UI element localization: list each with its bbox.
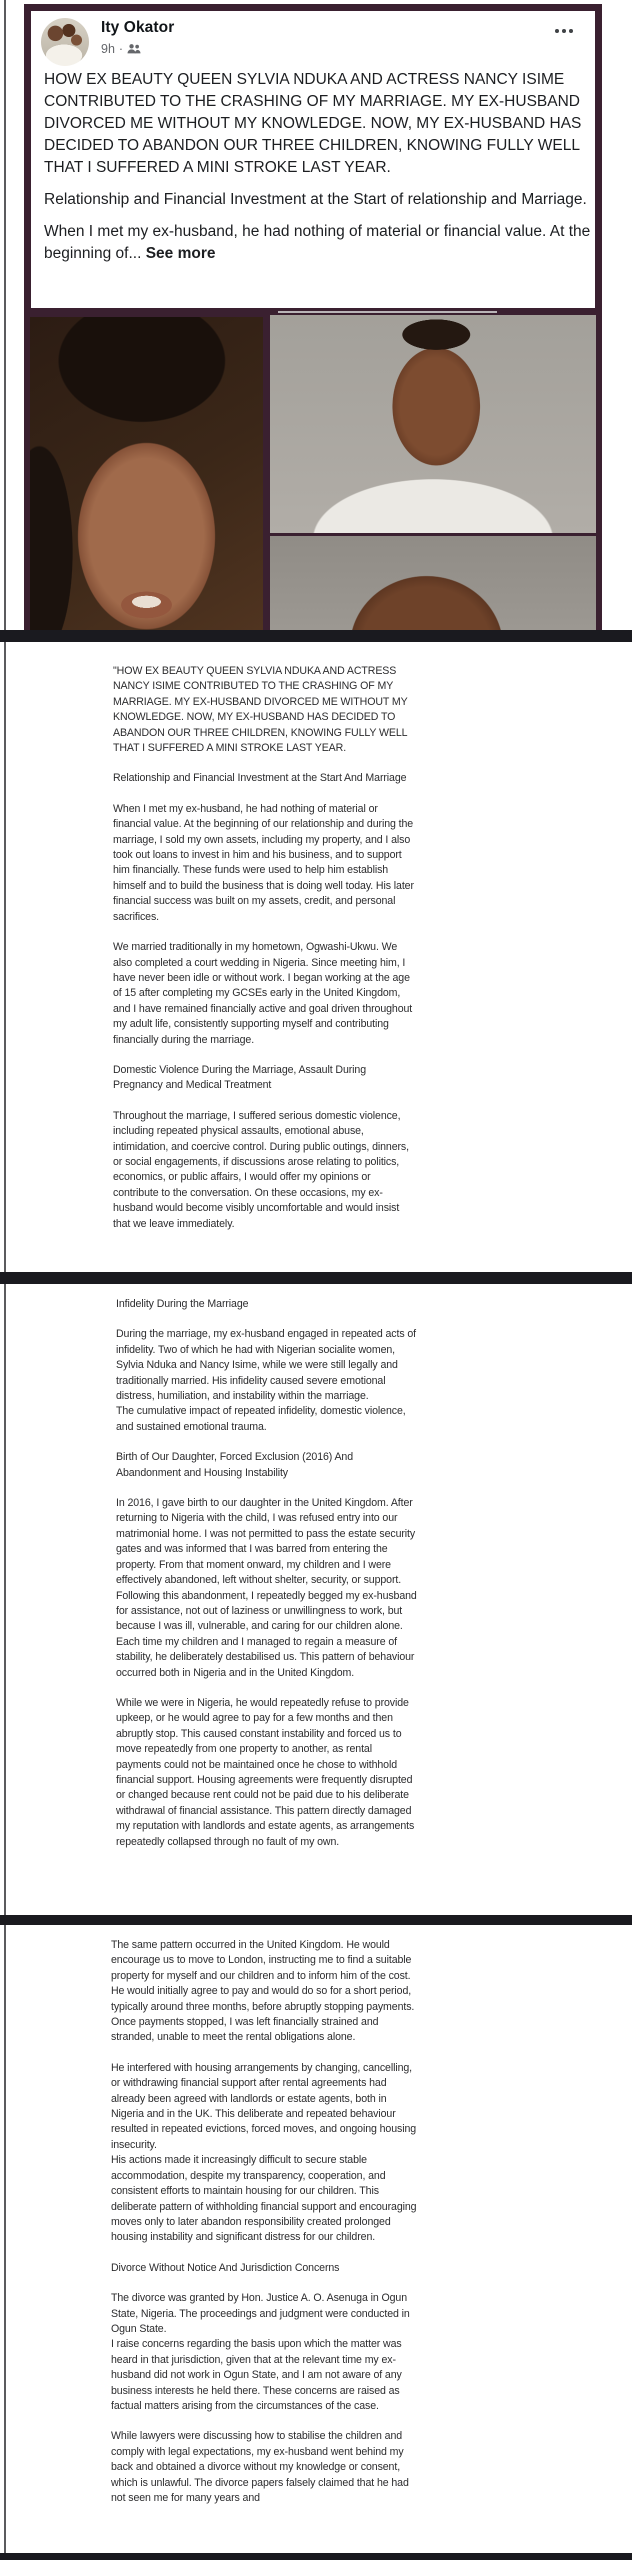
facebook-post-card — [24, 4, 602, 630]
doc-paragraph: During the marriage, my ex-husband engaged in repeated acts of infidelity. Two of which he had with Nigerian socialite women, Sylvia Nduka and Nancy Isime, while we were still legally and traditionally married. His infidelity caused severe emotional distress, humiliation, and instability within the marriage. — [116, 1328, 417, 1403]
post-text — [44, 69, 596, 265]
divider-band — [0, 1272, 632, 1284]
doc-paragraph: Throughout the marriage, I suffered serious domestic violence, including repeated physical assaults, emotional abuse, intimidation, and coercive control. During public outings, dinners, or social engagements, if discussions arose relating to politics, economics, or public affairs, I would offer my opinions or contribute to the conversation. On these occasions, my ex-husband would become visibly uncomfortable and would insist that we leave immediately. — [113, 1109, 409, 1230]
post-meta — [101, 41, 141, 57]
post-header — [41, 16, 587, 68]
doc-heading: Birth of Our Daughter, Forced Exclusion (2016) And Abandonment and Housing Instability — [116, 1451, 354, 1479]
post-photo-collage — [24, 308, 602, 630]
doc-paragraph: While we were in Nigeria, he would repeatedly refuse to provide upkeep, or he would agree to pay for a few months and then abruptly stop. This caused constant instability and forced us to move repeatedly from one property to another, as rental payments could not be maintained once he chose to withhold financial support. Housing agreements were frequently disrupted or changed because rent could not be paid due to his deliberate withdrawal of financial assistance. This pattern directly damaged my reputation with landlords and estate agents, as arrangements repeatedly collapsed through no fault of my own. — [116, 1696, 415, 1848]
doc-paragraph: The same pattern occurred in the United Kingdom. He would encourage us to move to London, instructing me to find a suitable property for myself and our children and to inform him of the cost. He would initially agree to pay and would do so for a short period, typically around three months, before abruptly stopping payments. Once payments stopped, I was left financially strained and stranded, unable to meet the rental obligations alone. — [111, 1939, 415, 2044]
collage-photo-man-top[interactable] — [270, 315, 596, 533]
meta-separator: · — [118, 42, 124, 56]
document-section-3 — [111, 1938, 418, 2550]
author-name[interactable]: Ity Okator — [101, 19, 175, 36]
doc-paragraph: While lawyers were discussing how to stabilise the children and comply with legal expectations, my ex-husband went behind my back and obtained a divorce without my knowledge or consent, which is unlawful. The divorce papers falsely claimed that he had not seen me for many years and — [111, 2430, 409, 2504]
doc-paragraph: "HOW EX BEAUTY QUEEN SYLVIA NDUKA AND ACTRESS NANCY ISIME CONTRIBUTED TO THE CRASHING OF MY MARRIAGE. MY EX-HUSBAND DIVORCED ME WITHOUT MY KNOWLEDGE. NOW, MY EX-HUSBAND HAS DECIDED TO ABANDON OUR THREE CHILDREN, KNOWING FULLY WELL THAT I SUFFERED A MINI STROKE LAST YEAR. — [113, 665, 408, 755]
doc-paragraph: The divorce was granted by Hon. Justice A. O. Asenuga in Ogun State, Nigeria. The proceedings and judgment were conducted in Ogun State. — [111, 2292, 410, 2335]
see-more-link[interactable]: See more — [145, 245, 216, 262]
timestamp[interactable]: 9h — [101, 42, 115, 56]
collage-photo-man-bottom[interactable] — [270, 536, 596, 630]
post-paragraph-heading: Relationship and Financial Investment at the Start of relationship and Marriage. — [44, 191, 587, 208]
document-section-2 — [116, 1297, 418, 1911]
doc-heading: Divorce Without Notice And Jurisdiction Concerns — [111, 2261, 340, 2274]
collage-stitch-line — [278, 311, 497, 313]
doc-heading: Relationship and Financial Investment at the Start And Marriage — [113, 772, 407, 785]
divider-band — [0, 1915, 632, 1925]
doc-heading: Domestic Violence During the Marriage, Assault During Pregnancy and Medical Treatment — [113, 1063, 366, 1092]
doc-paragraph: He interfered with housing arrangements by changing, cancelling, or withdrawing financial support after rental agreements had already been agreed with landlords or estate agents, both in Nigeria and in the UK. This deliberate and repeated behaviour resulted in repeated evictions, forced moves, and ongoing housing insecurity. — [111, 2061, 417, 2151]
doc-heading: Infidelity During the Marriage — [116, 1298, 249, 1310]
doc-paragraph: We married traditionally in my hometown, Ogwashi-Ukwu. We also completed a court wedding in Nigeria. Since meeting him, I have never been idle or without work. I began working at the age of 15 after completing my GCSEs early in the United Kingdom, and I have remained financially active and goal driven throughout my adult life, consistently supporting myself and contributing financially during the marriage. — [113, 941, 413, 1046]
avatar[interactable] — [41, 18, 89, 66]
doc-paragraph: Following this abandonment, I repeatedly begged my ex-husband for assistance, not out of laziness or unwillingness to work, but because I was ill, vulnerable, and caring for our children alone. Each time my children and I managed to regain a measure of stability, he deliberately destabilised us. This pattern of behaviour occurred both in Nigeria and in the United Kingdom. — [116, 1589, 417, 1679]
friends-audience-icon — [127, 43, 141, 55]
post-paragraph-caps: HOW EX BEAUTY QUEEN SYLVIA NDUKA AND ACTRESS NANCY ISIME CONTRIBUTED TO THE CRASHING OF MY MARRIAGE. MY EX-HUSBAND DIVORCED ME WITHOUT MY KNOWLEDGE. NOW, MY EX-HUSBAND HAS DECIDED TO ABANDON OUR THREE CHILDREN, KNOWING FULLY WELL THAT I SUFFERED A MINI STROKE LAST YEAR. — [44, 71, 582, 176]
collage-photo-woman[interactable] — [30, 317, 263, 630]
doc-paragraph: The cumulative impact of repeated infidelity, domestic violence, and sustained emotional trauma. — [116, 1405, 406, 1433]
document-section-1 — [113, 664, 415, 1268]
post-options-menu-icon[interactable] — [555, 26, 581, 36]
divider-band — [0, 2553, 632, 2560]
divider-band — [0, 630, 632, 642]
doc-paragraph: In 2016, I gave birth to our daughter in the United Kingdom. After returning to Nigeria with the child, I was refused entry into our matrimonial home. I was not permitted to pass the estate security gates and was informed that I was barred from entering the property. From that moment onward, my children and I were effectively abandoned, left without shelter, security, or support. — [116, 1497, 416, 1587]
post-paragraph-preview: When I met my ex-husband, he had nothing of material or financial value. At the beginning of... See more — [44, 223, 591, 262]
doc-paragraph: I raise concerns regarding the basis upon which the matter was heard in that jurisdiction, given that at the relevant time my ex-husband did not work in Ogun State, and I am not aware of any business interests he held there. These concerns are raised as factual matters arising from the circumstances of the case. — [111, 2338, 402, 2412]
doc-paragraph: When I met my ex-husband, he had nothing of material or financial value. At the beginning of our relationship and during the marriage, I sold my own assets, including my property, and I also took out loans to invest in him and his business, and to support him financially. These funds were used to help him establish himself and to build the business that is doing well today. His later financial success was built on my assets, credit, and personal sacrifices. — [113, 802, 414, 923]
doc-paragraph: His actions made it increasingly difficult to secure stable accommodation, despite my transparency, cooperation, and consistent efforts to maintain housing for our children. This deliberate pattern of withholding financial support and encouraging moves only to later abandon responsibility created prolonged housing instability and significant distress for our children. — [111, 2154, 417, 2244]
